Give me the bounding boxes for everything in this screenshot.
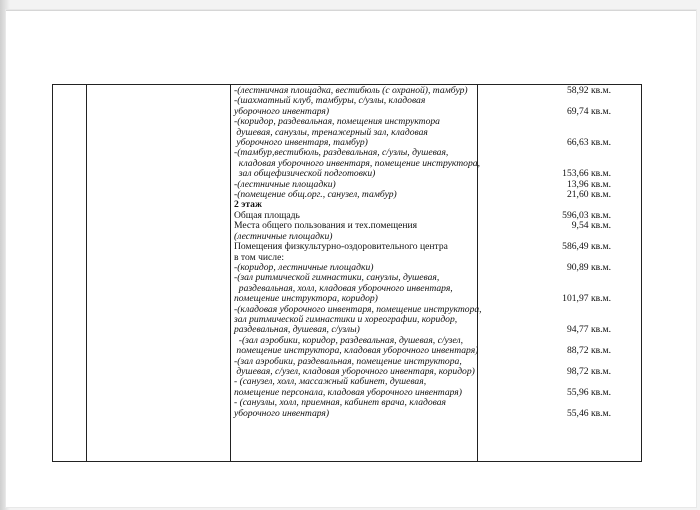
area-value: 66,63 кв.м.	[566, 137, 611, 149]
description-line: Места общего пользования и тех.помещения	[234, 220, 418, 232]
description-line: -(лестничная площадка, вестибюль (с охраной), тамбур)	[234, 85, 468, 96]
area-value: 9,54 кв.м.	[571, 220, 611, 232]
table-row	[234, 377, 639, 398]
description-line: -(шахматный клуб, тамбуры, с/узлы, кладовая	[234, 95, 426, 107]
table-row	[234, 336, 639, 357]
description-line: уборочного инвентаря, тамбур)	[234, 137, 368, 149]
description-line: уборочного инвентаря)	[234, 407, 330, 419]
description-line: душевая, с/узел, кладовая уборочного инвентаря, коридор)	[234, 365, 475, 377]
description-line: в том числе:	[234, 251, 285, 263]
area-value: 153,66 кв.м.	[562, 168, 611, 180]
description-line: помещение инструктора, кладовая уборочного инвентаря)	[234, 345, 479, 357]
room-description	[234, 398, 492, 419]
area-value: 596,03 кв.м.	[562, 209, 611, 221]
column-divider-1	[86, 85, 87, 461]
area-rows	[234, 86, 639, 419]
area-table	[52, 84, 642, 462]
area-value: 69,74 кв.м.	[566, 105, 611, 117]
description-line: уборочного инвентаря)	[234, 105, 330, 117]
area-value: 94,77 кв.м.	[566, 324, 611, 336]
description-line: - (санузлы, холл, приемная, кабинет врача, кладовая	[234, 397, 447, 409]
room-description	[234, 336, 492, 357]
room-description	[234, 96, 492, 117]
area-value: 13,96 кв.м.	[566, 178, 611, 190]
area-value: 55,46 кв.м.	[566, 407, 611, 419]
description-line: раздевальная, холл, кладовая уборочного инвентаря,	[234, 282, 453, 294]
room-description	[234, 273, 492, 304]
description-line: -(коридор, лестничные площадки)	[234, 261, 374, 273]
room-description	[234, 242, 492, 263]
room-description	[234, 190, 492, 200]
area-value: 88,72 кв.м.	[566, 345, 611, 357]
area-value: 90,89 кв.м.	[566, 261, 611, 273]
area-value: 21,60 кв.м.	[566, 189, 611, 201]
description-line: душевая, санузлы, тренажерный зал, кладовая	[234, 126, 428, 138]
description-line: -(зал аэробики, раздевальная, помещение инструктора,	[234, 355, 462, 367]
description-line: раздевальная, душевая, с/узлы)	[234, 324, 360, 336]
room-description	[234, 305, 492, 336]
table-row	[234, 357, 639, 378]
room-description	[234, 357, 492, 378]
room-description	[234, 377, 492, 398]
table-row	[234, 273, 639, 304]
description-line: - (санузел, холл, массажный кабинет, душевая,	[234, 376, 427, 388]
description-line: 2 этаж	[234, 199, 262, 211]
description-line: зал ритмической гимнастики и хореографии, коридор,	[234, 313, 458, 325]
description-line: (лестничные площадки)	[234, 230, 333, 242]
description-line: зал общефизической подготовки)	[234, 168, 376, 180]
column-divider-2	[230, 85, 231, 461]
description-line: Помещения физкультурно-оздоровительного центра	[234, 241, 448, 253]
description-line: кладовая уборочного инвентаря, помещение инструктора,	[234, 157, 480, 169]
description-line: -(коридор, раздевальная, помещения инструктора	[234, 116, 440, 128]
table-row	[234, 398, 639, 419]
table-row	[234, 242, 639, 263]
description-line: помещение персонала, кладовая уборочного инвентаря)	[234, 386, 462, 398]
area-value: 101,97 кв.м.	[562, 293, 611, 305]
area-value: 55,96 кв.м.	[566, 386, 611, 398]
table-row	[234, 305, 639, 336]
room-description	[234, 148, 492, 179]
description-line: -(помещение общ.орг., санузел, тамбур)	[234, 189, 397, 201]
description-line: -(лестничные площадки)	[234, 178, 336, 190]
description-line: -(зал ритмической гимнастики, санузлы, душевая,	[234, 272, 440, 284]
table-row	[234, 148, 639, 179]
table-row	[234, 117, 639, 148]
area-value: 58,92 кв.м.	[566, 85, 611, 96]
area-value: 98,72 кв.м.	[566, 365, 611, 377]
description-line: Общая площадь	[234, 209, 300, 221]
area-value: 586,49 кв.м.	[562, 241, 611, 253]
table-row	[234, 190, 639, 200]
table-row	[234, 96, 639, 117]
description-line: -(зал аэробики, коридор, раздевальная, душевая, с/узел,	[234, 334, 463, 346]
description-line: -(тамбур,вестибюль, раздевальная, с/узлы, душевая,	[234, 147, 449, 159]
description-line: -(кладовая уборочного инвентаря, помещение инструктора,	[234, 303, 482, 315]
description-line: помещение инструктора, коридор)	[234, 293, 378, 305]
room-description	[234, 117, 492, 148]
